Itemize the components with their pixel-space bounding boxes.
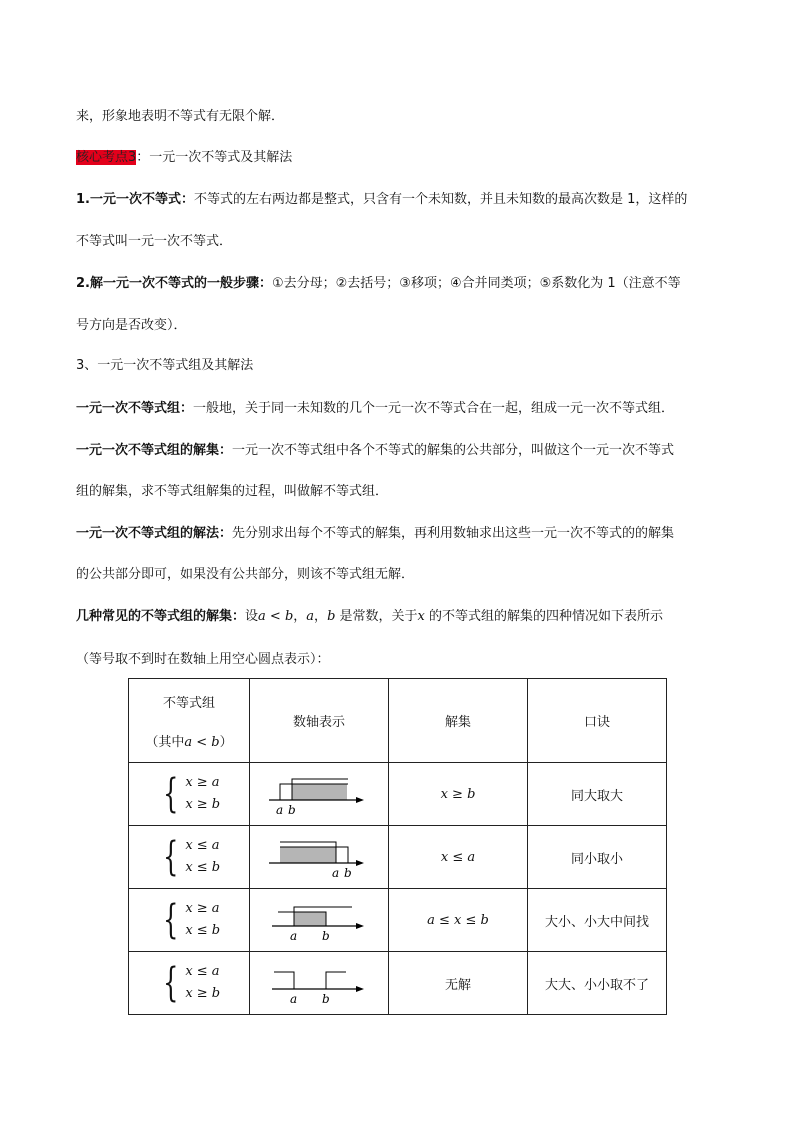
paragraph-steps: 2.解一元一次不等式的一般步骤：①去分母；②去括号；③移项；④合并同类项；⑤系数化为 1（注意不等 (76, 276, 681, 291)
number-line-diagram (264, 893, 374, 943)
header-rule: 口诀 (528, 679, 667, 763)
system-cell: { x ≤ a x ≤ b (129, 826, 250, 889)
table-row (129, 952, 667, 1015)
paragraph-method: 一元一次不等式组的解法：先分别求出每个不等式的解集，再利用数轴求出这些一元一次不等式的的解集 (76, 526, 675, 541)
arrow-head (356, 986, 364, 992)
label-b: b (322, 929, 330, 943)
overlap-shade (294, 912, 326, 926)
table-header-row (129, 679, 667, 763)
solution-cell: x ≤ a (389, 826, 528, 889)
arrow-head (356, 923, 364, 929)
number-line-diagram (264, 830, 374, 880)
table-row (129, 889, 667, 952)
number-line-cell (250, 826, 389, 889)
solution-cell: 无解 (389, 952, 528, 1015)
number-line-cell (250, 889, 389, 952)
number-line-cell (250, 952, 389, 1015)
number-line-diagram (264, 767, 374, 817)
label-a: a (290, 992, 298, 1006)
section-heading-core-3: 核心考点3：一元一次不等式及其解法 (76, 150, 293, 165)
label-b: b (288, 803, 296, 817)
rule-cell: 大大、小小取不了 (528, 952, 667, 1015)
rule-cell: 同大取大 (528, 763, 667, 826)
solution-cell: x ≥ b (389, 763, 528, 826)
table-row (129, 826, 667, 889)
paragraph-solution-set: 一元一次不等式组的解集：一元一次不等式组中各个不等式的解集的公共部分，叫做这个一元一次不等式 (76, 443, 675, 458)
paragraph-definition-cont: 不等式叫一元一次不等式． (76, 234, 233, 249)
label-b: b (322, 992, 330, 1006)
header-system: 不等式组 （其中a < b） (129, 679, 250, 763)
arrow-head (356, 797, 364, 803)
section-heading-3: 3、一元一次不等式组及其解法 (76, 358, 254, 373)
label-a: a (276, 803, 284, 817)
paragraph-common-cases: 几种常见的不等式组的解集：设a < b，a，b 是常数，关于x 的不等式组的解集的四种情况如下表所示 (76, 609, 664, 624)
header-number-line: 数轴表示 (250, 679, 389, 763)
solution-cell: a ≤ x ≤ b (389, 889, 528, 952)
paragraph-system-def: 一元一次不等式组：一般地，关于同一未知数的几个一元一次不等式合在一起，组成一元一次不等式组． (76, 401, 675, 416)
number-line-cell (250, 763, 389, 826)
label-b: b (344, 866, 352, 880)
overlap-shade (292, 784, 347, 800)
inequality-table (128, 678, 667, 1015)
paragraph-method-cont: 的公共部分即可，如果没有公共部分，则该不等式组无解． (76, 567, 415, 582)
paragraph-note: （等号取不到时在数轴上用空心圆点表示）： (76, 652, 330, 667)
label-a: a (332, 866, 340, 880)
header-solution: 解集 (389, 679, 528, 763)
overlap-shade (280, 847, 336, 863)
table-row (129, 763, 667, 826)
rule-cell: 大小、小大中间找 (528, 889, 667, 952)
rule-cell: 同小取小 (528, 826, 667, 889)
paragraph-intro-tail: 来，形象地表明不等式有无限个解． (76, 109, 285, 124)
paragraph-solution-set-cont: 组的解集，求不等式组解集的过程，叫做解不等式组． (76, 484, 389, 499)
arrow-head (356, 860, 364, 866)
number-line-diagram (264, 956, 374, 1006)
paragraph-steps-cont: 号方向是否改变）． (76, 318, 187, 333)
system-cell: { x ≥ a x ≥ b (129, 763, 250, 826)
paragraph-definition: 1.一元一次不等式：不等式的左右两边都是整式，只含有一个未知数，并且未知数的最高次数是 1，这样的 (76, 192, 688, 207)
label-a: a (290, 929, 298, 943)
highlight-label: 核心考点3 (76, 150, 137, 165)
system-cell: { x ≤ a x ≥ b (129, 952, 250, 1015)
system-cell: { x ≥ a x ≤ b (129, 889, 250, 952)
